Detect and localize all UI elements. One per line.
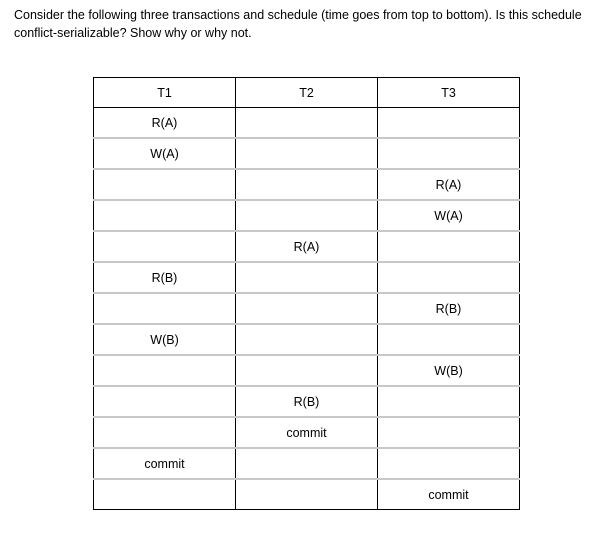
schedule-table — [93, 77, 520, 510]
table-cell — [94, 231, 236, 262]
table-cell — [236, 355, 378, 386]
table-cell — [236, 138, 378, 169]
table-cell: R(B) — [378, 293, 520, 324]
column-header-t2: T2 — [236, 78, 378, 108]
column-header-t3: T3 — [378, 78, 520, 108]
table-cell — [378, 138, 520, 169]
table-cell — [236, 200, 378, 231]
table-cell: commit — [94, 448, 236, 479]
table-cell: R(B) — [236, 386, 378, 417]
table-row — [94, 231, 520, 262]
table-row — [94, 293, 520, 324]
table-cell: W(A) — [94, 138, 236, 169]
table-row — [94, 448, 520, 479]
table-row — [94, 417, 520, 448]
table-cell: W(B) — [378, 355, 520, 386]
table-row — [94, 355, 520, 386]
table-cell: commit — [378, 479, 520, 510]
table-cell — [94, 479, 236, 510]
header-row — [94, 78, 520, 108]
table-row — [94, 386, 520, 417]
table-row — [94, 138, 520, 169]
question-text: Consider the following three transactions and schedule (time goes from top to bottom). Is this schedule conflict-serializable? Show why or why not. — [14, 8, 582, 40]
table-row — [94, 262, 520, 293]
table-cell — [94, 169, 236, 200]
table-cell — [94, 417, 236, 448]
table-cell — [378, 231, 520, 262]
table-row — [94, 324, 520, 355]
table-cell — [236, 324, 378, 355]
column-header-t1: T1 — [94, 78, 236, 108]
table-cell — [378, 108, 520, 139]
table-cell — [236, 169, 378, 200]
table-cell — [94, 355, 236, 386]
table-cell: R(A) — [378, 169, 520, 200]
table-cell — [236, 262, 378, 293]
table-cell — [94, 200, 236, 231]
table-cell: R(A) — [94, 108, 236, 139]
table-cell — [378, 417, 520, 448]
table-cell — [236, 108, 378, 139]
table-row — [94, 169, 520, 200]
table-cell — [94, 386, 236, 417]
table-cell — [378, 262, 520, 293]
table-cell — [94, 293, 236, 324]
table-cell: W(B) — [94, 324, 236, 355]
table-cell: R(A) — [236, 231, 378, 262]
table-cell — [378, 324, 520, 355]
table-cell — [236, 293, 378, 324]
table-cell — [236, 479, 378, 510]
table-cell — [378, 386, 520, 417]
table-row — [94, 200, 520, 231]
table-cell: R(B) — [94, 262, 236, 293]
table-cell: commit — [236, 417, 378, 448]
table-cell: W(A) — [378, 200, 520, 231]
table-cell — [236, 448, 378, 479]
table-cell — [378, 448, 520, 479]
table-row — [94, 479, 520, 510]
table-row — [94, 108, 520, 139]
